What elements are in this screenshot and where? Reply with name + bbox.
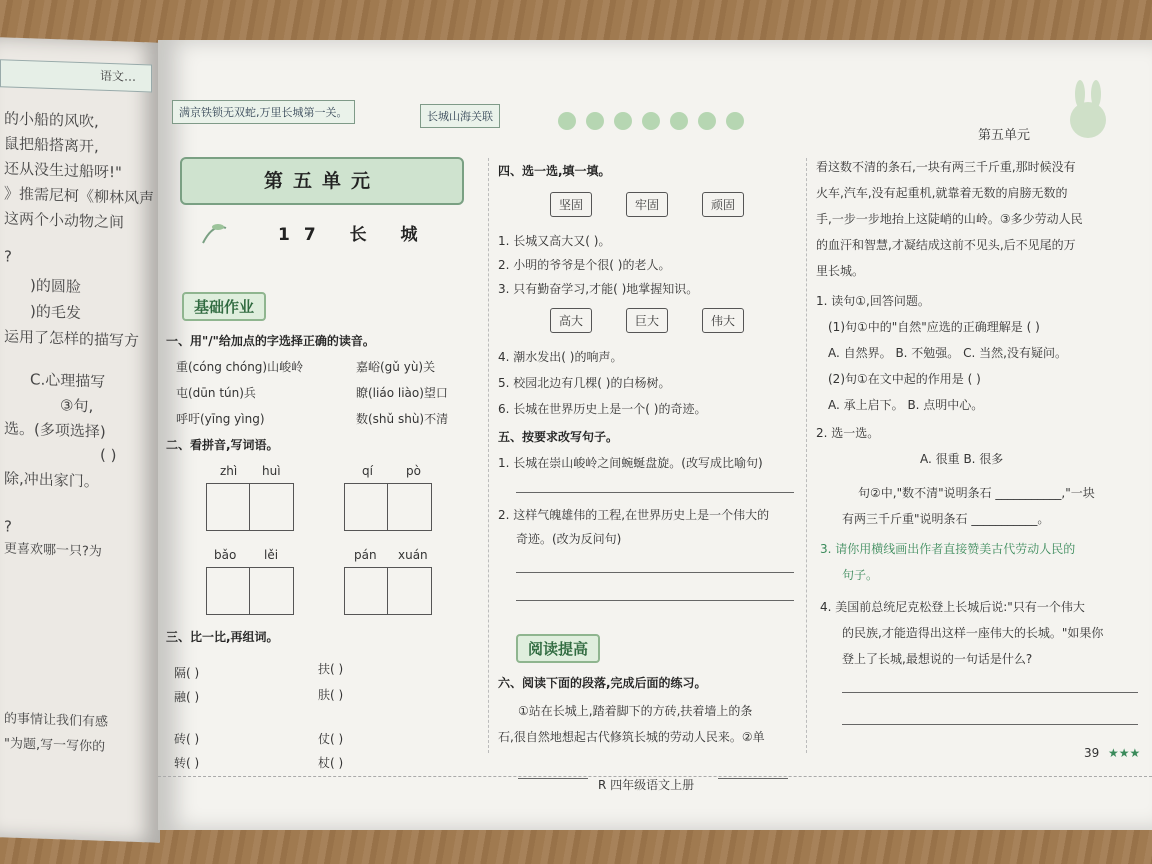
options: A. 很重 B. 很多 xyxy=(920,452,1004,466)
left-line: 鼠把船搭离开, xyxy=(4,134,99,156)
reading-item: 重(cóng chóng)山峻岭 xyxy=(176,360,304,374)
writing-grid[interactable] xyxy=(206,483,294,531)
unit-banner: 第五单元 xyxy=(180,157,464,205)
word-option: 伟大 xyxy=(702,308,744,333)
question-c4: 登上了长城,最想说的一句话是什么? xyxy=(842,652,1033,666)
lesson-title: 17 长 城 xyxy=(278,225,432,245)
question-c1: 1. 读句①,回答问题。 xyxy=(816,294,930,308)
vine-decoration xyxy=(558,112,744,130)
passage-line: ①站在长城上,踏着脚下的方砖,扶着墙上的条 xyxy=(518,704,753,718)
left-line: ? xyxy=(4,247,12,266)
answer-line[interactable] xyxy=(516,600,794,601)
word-option: 顽固 xyxy=(702,192,744,217)
left-line: ? xyxy=(4,517,12,536)
column-divider xyxy=(488,158,489,753)
fill-item: 4. 潮水发出( )的响声。 xyxy=(498,350,623,364)
stars-icon: ★★★ xyxy=(1108,746,1141,760)
rewrite-item: 奇迹。(改为反问句) xyxy=(516,532,622,546)
pinyin: xuán xyxy=(398,548,428,562)
writing-grid[interactable] xyxy=(344,567,432,615)
footer-line xyxy=(518,778,588,779)
fill-item: 5. 校园北边有几棵( )的白杨树。 xyxy=(498,376,671,390)
pinyin: zhì xyxy=(220,464,238,478)
fill-item: 6. 长城在世界历史上是一个( )的奇迹。 xyxy=(498,402,707,416)
left-line: ③句, xyxy=(60,396,94,416)
word-option: 高大 xyxy=(550,308,592,333)
question-c4: 的民族,才能造得出这样一座伟大的长城。"如果你 xyxy=(842,626,1104,640)
reading-item: 呼吁(yīng yìng) xyxy=(176,412,265,426)
question-2: 二、看拼音,写词语。 xyxy=(166,438,279,452)
options: A. 承上启下。 B. 点明中心。 xyxy=(828,398,984,412)
left-line: 选。(多项选择) xyxy=(4,419,106,441)
header-slogan: 满京铁锁无双蛇,万里长城第一关。 xyxy=(172,100,355,124)
compare-item: 肤( ) xyxy=(318,688,344,702)
compare-item: 扶( ) xyxy=(318,662,344,676)
right-page xyxy=(158,40,1152,830)
left-line: 这两个小动物之间 xyxy=(4,209,125,232)
compare-item: 隔( ) xyxy=(174,666,200,680)
section-basic: 基础作业 xyxy=(182,292,266,321)
passage-line: 手,一步一步地抬上这陡峭的山岭。③多少劳动人民 xyxy=(816,212,1083,226)
rewrite-item: 2. 这样气魄雄伟的工程,在世界历史上是一个伟大的 xyxy=(498,508,770,522)
question-c2-line: 句②中,"数不清"说明条石 ___________,"一块 xyxy=(858,486,1095,500)
header-unit: 第五单元 xyxy=(978,128,1031,143)
question-5: 五、按要求改写句子。 xyxy=(498,430,619,444)
question-4: 四、选一选,填一填。 xyxy=(498,164,611,178)
left-line: "为题,写一写你的 xyxy=(4,736,106,755)
question-c1-1: (1)句①中的"自然"应选的正确理解是 ( ) xyxy=(828,320,1040,334)
fill-item: 2. 小明的爷爷是个很( )的老人。 xyxy=(498,258,671,272)
left-line: 运用了怎样的描写方 xyxy=(4,327,140,351)
pinyin: bǎo xyxy=(214,548,237,562)
question-c2: 2. 选一选。 xyxy=(816,426,880,440)
left-line: )的毛发 xyxy=(30,302,81,323)
left-line: C.心理描写 xyxy=(30,370,106,391)
footer-book: R 四年级语文上册 xyxy=(598,778,695,792)
writing-grid[interactable] xyxy=(344,483,432,531)
reading-item: 嘉峪(gǔ yù)关 xyxy=(356,360,436,374)
reading-item: 瞭(liáo liào)望口 xyxy=(356,386,448,400)
options: A. 自然界。 B. 不勉强。 C. 当然,没有疑问。 xyxy=(828,346,1067,360)
fill-item: 1. 长城又高大又( )。 xyxy=(498,234,611,248)
compare-item: 转( ) xyxy=(174,756,200,770)
question-1: 一、用"/"给加点的字选择正确的读音。 xyxy=(166,334,375,348)
compare-item: 砖( ) xyxy=(174,732,200,746)
pinyin: lěi xyxy=(264,548,279,562)
question-c3: 3. 请你用横线画出作者直接赞美古代劳动人民的 xyxy=(820,542,1076,556)
answer-line[interactable] xyxy=(516,572,794,573)
reading-item: 数(shǔ shù)不清 xyxy=(356,412,449,426)
bunny-decoration-icon xyxy=(1048,80,1138,150)
compare-item: 融( ) xyxy=(174,690,200,704)
left-line: ( ) xyxy=(100,445,117,465)
word-option: 坚固 xyxy=(550,192,592,217)
pinyin: qí xyxy=(362,464,373,478)
compare-item: 仗( ) xyxy=(318,732,344,746)
column-divider xyxy=(806,158,807,753)
question-6: 六、阅读下面的段落,完成后面的练习。 xyxy=(498,676,707,690)
left-line: 还从没生过船呀!" xyxy=(4,159,122,182)
question-c1-2: (2)句①在文中起的作用是 ( ) xyxy=(828,372,981,386)
left-header-label: 语文… xyxy=(100,68,137,84)
passage-line: 火车,汽车,没有起重机,就靠着无数的肩膀无数的 xyxy=(816,186,1068,200)
answer-line[interactable] xyxy=(516,492,794,493)
answer-line[interactable] xyxy=(842,724,1138,725)
fill-item: 3. 只有勤奋学习,才能( )地掌握知识。 xyxy=(498,282,699,296)
left-line: 的事情让我们有感 xyxy=(4,711,109,730)
left-line: )的圆脸 xyxy=(30,276,81,297)
page-number: 39 xyxy=(1084,746,1100,760)
pinyin: pán xyxy=(354,548,377,562)
passage-line: 里长城。 xyxy=(816,264,865,278)
header-place: 长城山海关联 xyxy=(420,104,500,128)
question-3: 三、比一比,再组词。 xyxy=(166,630,279,644)
pinyin: pò xyxy=(406,464,421,478)
left-line: 》推需尼柯《柳林风声 xyxy=(4,184,155,208)
passage-line: 的血汗和智慧,才凝结成这前不见头,后不见尾的万 xyxy=(816,238,1076,252)
sprout-icon xyxy=(198,218,228,246)
answer-line[interactable] xyxy=(842,692,1138,693)
passage-line: 看这数不清的条石,一块有两三千斤重,那时候没有 xyxy=(816,160,1076,174)
writing-grid[interactable] xyxy=(206,567,294,615)
section-reading: 阅读提高 xyxy=(516,634,600,663)
passage-line: 石,很自然地想起古代修筑长城的劳动人民来。②单 xyxy=(498,730,765,744)
left-line: 除,冲出家门。 xyxy=(4,469,99,491)
footer-line xyxy=(718,778,788,779)
question-c4: 4. 美国前总统尼克松登上长城后说:"只有一个伟大 xyxy=(820,600,1085,614)
compare-item: 杖( ) xyxy=(318,756,344,770)
question-c2-line: 有两三千斤重"说明条石 ___________。 xyxy=(842,512,1050,526)
rewrite-item: 1. 长城在崇山峻岭之间蜿蜒盘旋。(改写成比喻句) xyxy=(498,456,763,470)
question-c3: 句子。 xyxy=(842,568,879,582)
pinyin: huì xyxy=(262,464,281,478)
word-option: 牢固 xyxy=(626,192,668,217)
left-line: 更喜欢哪一只?为 xyxy=(4,541,102,560)
reading-item: 屯(dūn tún)兵 xyxy=(176,386,256,400)
left-line: 的小船的风吹, xyxy=(4,109,99,131)
left-page xyxy=(0,37,160,843)
word-option: 巨大 xyxy=(626,308,668,333)
